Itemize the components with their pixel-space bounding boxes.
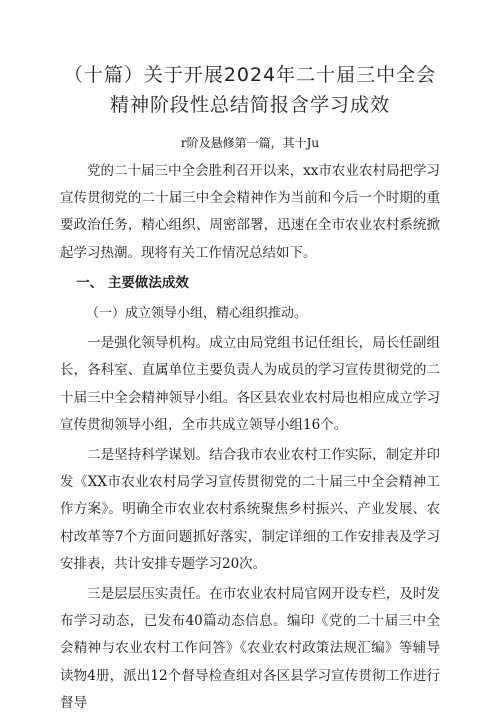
document-title — [60, 60, 440, 120]
paragraph-2: 二是坚持科学谋划。结合我市农业农村工作实际，制定并印发《XX市农业农村局学习宣传贯彻党的二十届三中全会精神工作方案》。明确全市农业农村系统聚焦乡村振兴、产业发展、农村改革等7个方面问题抓好落实，制定详细的工作安排表及学习安排表，共计安排专题学习20次。 — [60, 447, 440, 572]
paragraph-1: 一是强化领导机构。成立由局党组书记任组长，局长任副组长，各科室、直属单位主要负责人为成员的学习宣传贯彻党的二十届三中全会精神领导小组。各区县农业农村局也相应成立学习宣传贯彻领导小组，全市共成立领导小组16个。 — [60, 335, 440, 433]
subsection-heading: （一）成立领导小组，精心组织推动。 — [86, 306, 308, 322]
section-heading: 一、 主要做法成效 — [76, 274, 189, 291]
intro-paragraph: 党的二十届三中全会胜利召开以来，xx市农业农村局把学习宣传贯彻党的二十届三中全会精神作为当前和今后一个时期的重要政治任务，精心组织、周密部署，迅速在全市农业农村系统掀起学习热潮。现将有关工作情况总结如下。 — [60, 163, 440, 261]
paragraph-3: 三是层层压实责任。在市农业农村局官网开设专栏，及时发布学习动态，已发布40篇动态信息。编印《党的二十届三中全会精神与农业农村工作问答》《农业农村政策法规汇编》等辅导读物4册，派出12个督导检查组对各区县学习宣传贯彻工作进行督导 — [60, 586, 440, 711]
title-line-1: （十篇）关于开展2024年二十届三中全会 — [63, 64, 437, 86]
title-line-2: 精神阶段性总结简报含学习成效 — [109, 94, 390, 116]
subtitle: r阶及悬修第一篇，其十Ju — [180, 136, 320, 150]
